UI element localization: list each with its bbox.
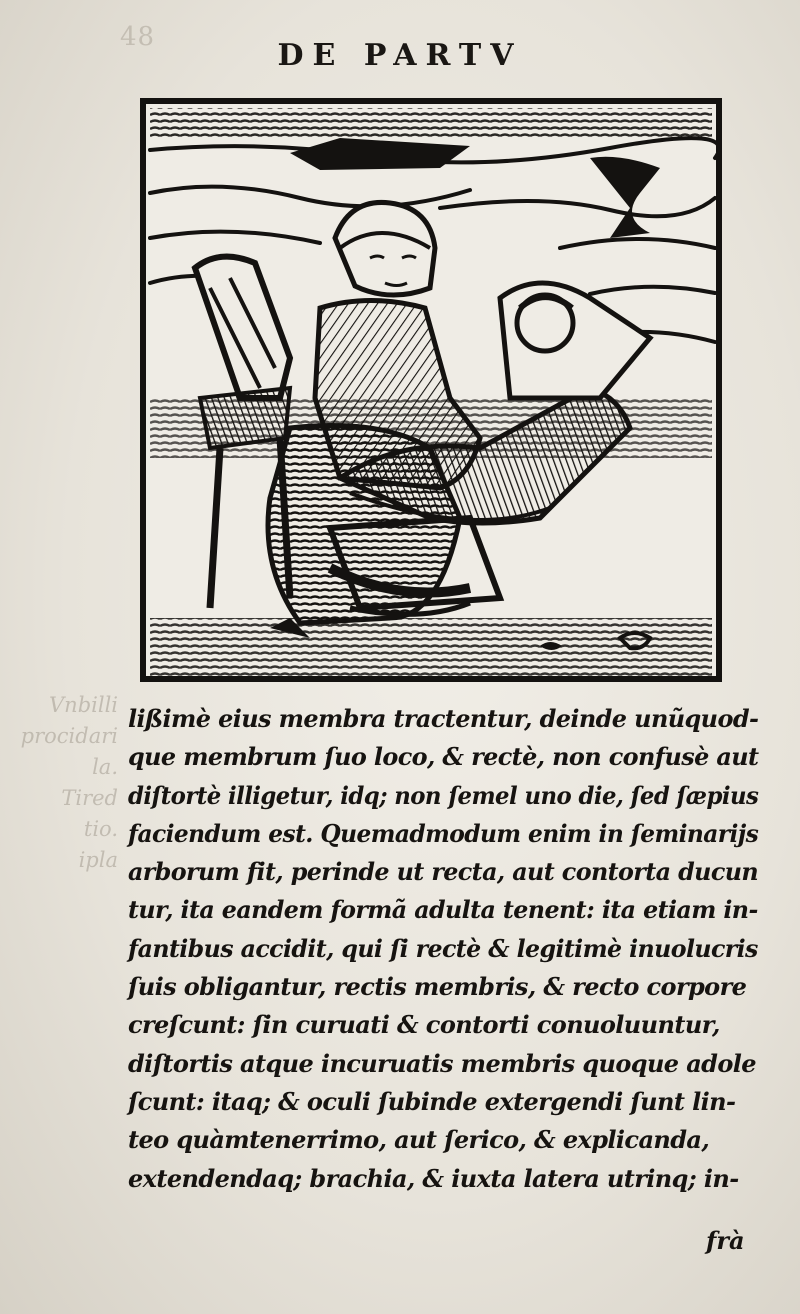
text-line: fantibus accidit, qui ſi rectè & legitimè inuolucris bbox=[128, 933, 758, 963]
text-line: ſuis obligantur, rectis membris, & recto corpore bbox=[128, 972, 747, 1002]
text-line: teo quàmtenerrimo, aut ſerico, & explicanda, bbox=[128, 1125, 710, 1155]
bleed-line: Tired bbox=[61, 786, 118, 810]
body-paragraph bbox=[128, 700, 758, 1198]
text-line: extendendaq; brachia, & iuxta latera utrinq; in- bbox=[128, 1163, 739, 1193]
bleed-line: procidari bbox=[20, 724, 118, 748]
bleed-line: Vnbilli bbox=[49, 693, 118, 717]
catchword: frà bbox=[706, 1226, 745, 1255]
text-line: arborum fit, perinde ut recta, aut contorta ducun bbox=[128, 857, 759, 887]
running-head: DE PARTV bbox=[277, 38, 523, 73]
text-line: diſtortis atque incuruatis membris quoque adole bbox=[128, 1048, 756, 1078]
bleed-through-text bbox=[0, 690, 118, 876]
text-line: creſcunt: ſin curuati & contorti conuoluuntur, bbox=[128, 1010, 720, 1040]
bleed-line: ipla bbox=[78, 848, 118, 872]
bleed-line: tio. bbox=[83, 817, 118, 841]
text-line: ſcunt: itaq; & oculi ſubinde extergendi ſunt lin- bbox=[128, 1086, 736, 1116]
woodcut-illustration bbox=[140, 98, 722, 682]
text-line: diſtortè illigetur, idq; non ſemel uno die, ſed ſæpius bbox=[128, 780, 759, 810]
text-line: faciendum est. Quemadmodum enim in ſeminarijs bbox=[128, 818, 759, 848]
text-line: que membrum ſuo loco, & rectè, non confusè aut bbox=[128, 742, 759, 772]
text-line: tur, ita eandem formã adulta tenent: ita etiam in- bbox=[128, 895, 758, 925]
bleed-line: la. bbox=[92, 755, 118, 779]
page-number-bleed: 48 bbox=[120, 22, 156, 52]
text-line: lißimè eius membra tractentur, deinde unũquod- bbox=[128, 704, 759, 733]
